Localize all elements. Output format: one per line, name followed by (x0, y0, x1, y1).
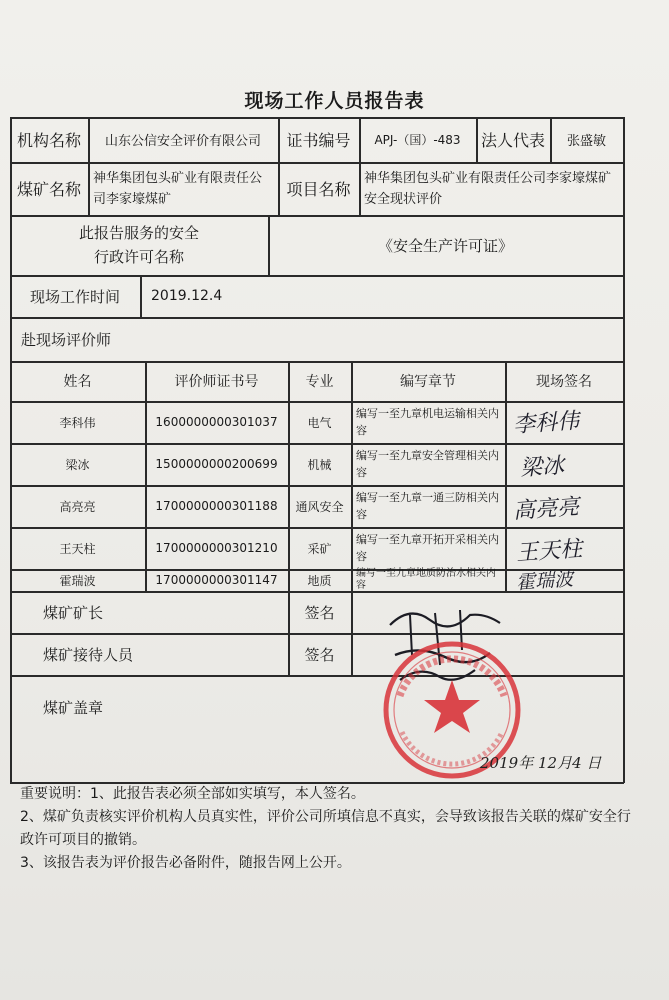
stamp-date (480, 752, 601, 773)
license-label-line1: 此报告服务的安全 (78, 224, 199, 242)
project-label: 项目名称 (286, 180, 351, 199)
row-major: 地质 (307, 573, 332, 588)
org-label: 机构名称 (16, 131, 81, 150)
date-year-unit: 年 (518, 754, 534, 772)
reception-label: 煤矿接待人员 (43, 645, 134, 664)
col-header-sign: 现场签名 (536, 374, 592, 390)
row-chapter: 编写一至九章安全管理相关内容 (356, 449, 499, 479)
license-value: 《安全生产许可证》 (377, 236, 513, 255)
row-major: 通风安全 (295, 499, 344, 514)
time-label: 现场工作时间 (29, 287, 120, 306)
row-chapter: 编写一至九章地质防治水相关内容 (356, 568, 496, 591)
sign-label-reception: 签名 (304, 645, 335, 664)
date-year: 2019 (480, 754, 519, 772)
row-cert: 1600000000301037 (155, 415, 278, 429)
row-name: 霍瑞波 (59, 573, 96, 588)
row-cert: 1500000000200699 (155, 457, 278, 471)
col-header-name: 姓名 (63, 374, 92, 390)
cert-value: APJ-（国）-483 (374, 133, 461, 147)
date-day-unit: 日 (586, 754, 602, 772)
row-name: 梁冰 (65, 457, 90, 472)
row-major: 电气 (307, 415, 332, 430)
important-notes (20, 783, 632, 875)
rule (623, 117, 625, 783)
license-label-line2: 行政许可名称 (93, 248, 184, 266)
rule (140, 275, 142, 317)
row-major: 采矿 (307, 541, 332, 556)
note-item: 2、煤矿负责核实评价机构人员真实性，评价公司所填信息不真实，会导致该报告关联的煤矿安全行政许可项目的撤销。 (20, 809, 631, 848)
col-header-chapter: 编写章节 (400, 374, 456, 390)
row-chapter: 编写一至九章开拓开采相关内容 (356, 533, 499, 563)
row-signature: 霍瑞波 (515, 568, 574, 594)
cert-label: 证书编号 (286, 131, 351, 150)
page-title: 现场工作人员报告表 (244, 90, 425, 112)
mine-head-label: 煤矿矿长 (43, 603, 104, 622)
row-name: 王天柱 (59, 541, 96, 556)
license-label (10, 215, 268, 275)
row-signature: 高亮亮 (512, 494, 580, 525)
time-value: 2019.12.4 (151, 288, 223, 304)
note-item: 3、该报告表为评价报告必备附件，随报告网上公开。 (20, 855, 351, 871)
date-month: 12 (537, 754, 558, 772)
legal-label: 法人代表 (480, 131, 545, 150)
row-cert: 1700000000301210 (155, 541, 278, 555)
mine-label: 煤矿名称 (16, 180, 81, 199)
row-major: 机械 (307, 457, 332, 472)
row-signature: 李科伟 (512, 408, 580, 439)
report-form (10, 117, 624, 783)
sign-label-mine-head: 签名 (304, 603, 335, 622)
date-month-unit: 月 (557, 754, 573, 772)
row-chapter: 编写一至九章一通三防相关内容 (356, 491, 499, 521)
col-header-major: 专业 (305, 374, 334, 390)
row-cert: 1700000000301147 (155, 573, 278, 587)
row-chapter: 编写一至九章机电运输相关内容 (356, 407, 499, 437)
evaluators-label: 赴现场评价师 (21, 330, 112, 349)
org-value: 山东公信安全评价有限公司 (104, 134, 261, 149)
mine-value: 神华集团包头矿业有限责任公司李家壕煤矿 (93, 171, 263, 207)
note-item: 重要说明：1、此报告表必须全部如实填写，本人签名。 (20, 786, 365, 802)
row-signature: 王天柱 (515, 536, 583, 567)
row-name: 李科伟 (59, 415, 96, 430)
row-name: 高亮亮 (59, 499, 96, 514)
row-cert: 1700000000301188 (155, 499, 278, 513)
row-signature: 梁冰 (519, 453, 565, 482)
col-header-cert: 评价师证书号 (174, 374, 259, 390)
project-value: 神华集团包头矿业有限责任公司李家壕煤矿安全现状评价 (364, 171, 612, 207)
date-day: 4 (572, 754, 582, 772)
legal-value: 张盛敏 (566, 134, 606, 149)
stamp-label: 煤矿盖章 (43, 698, 104, 717)
